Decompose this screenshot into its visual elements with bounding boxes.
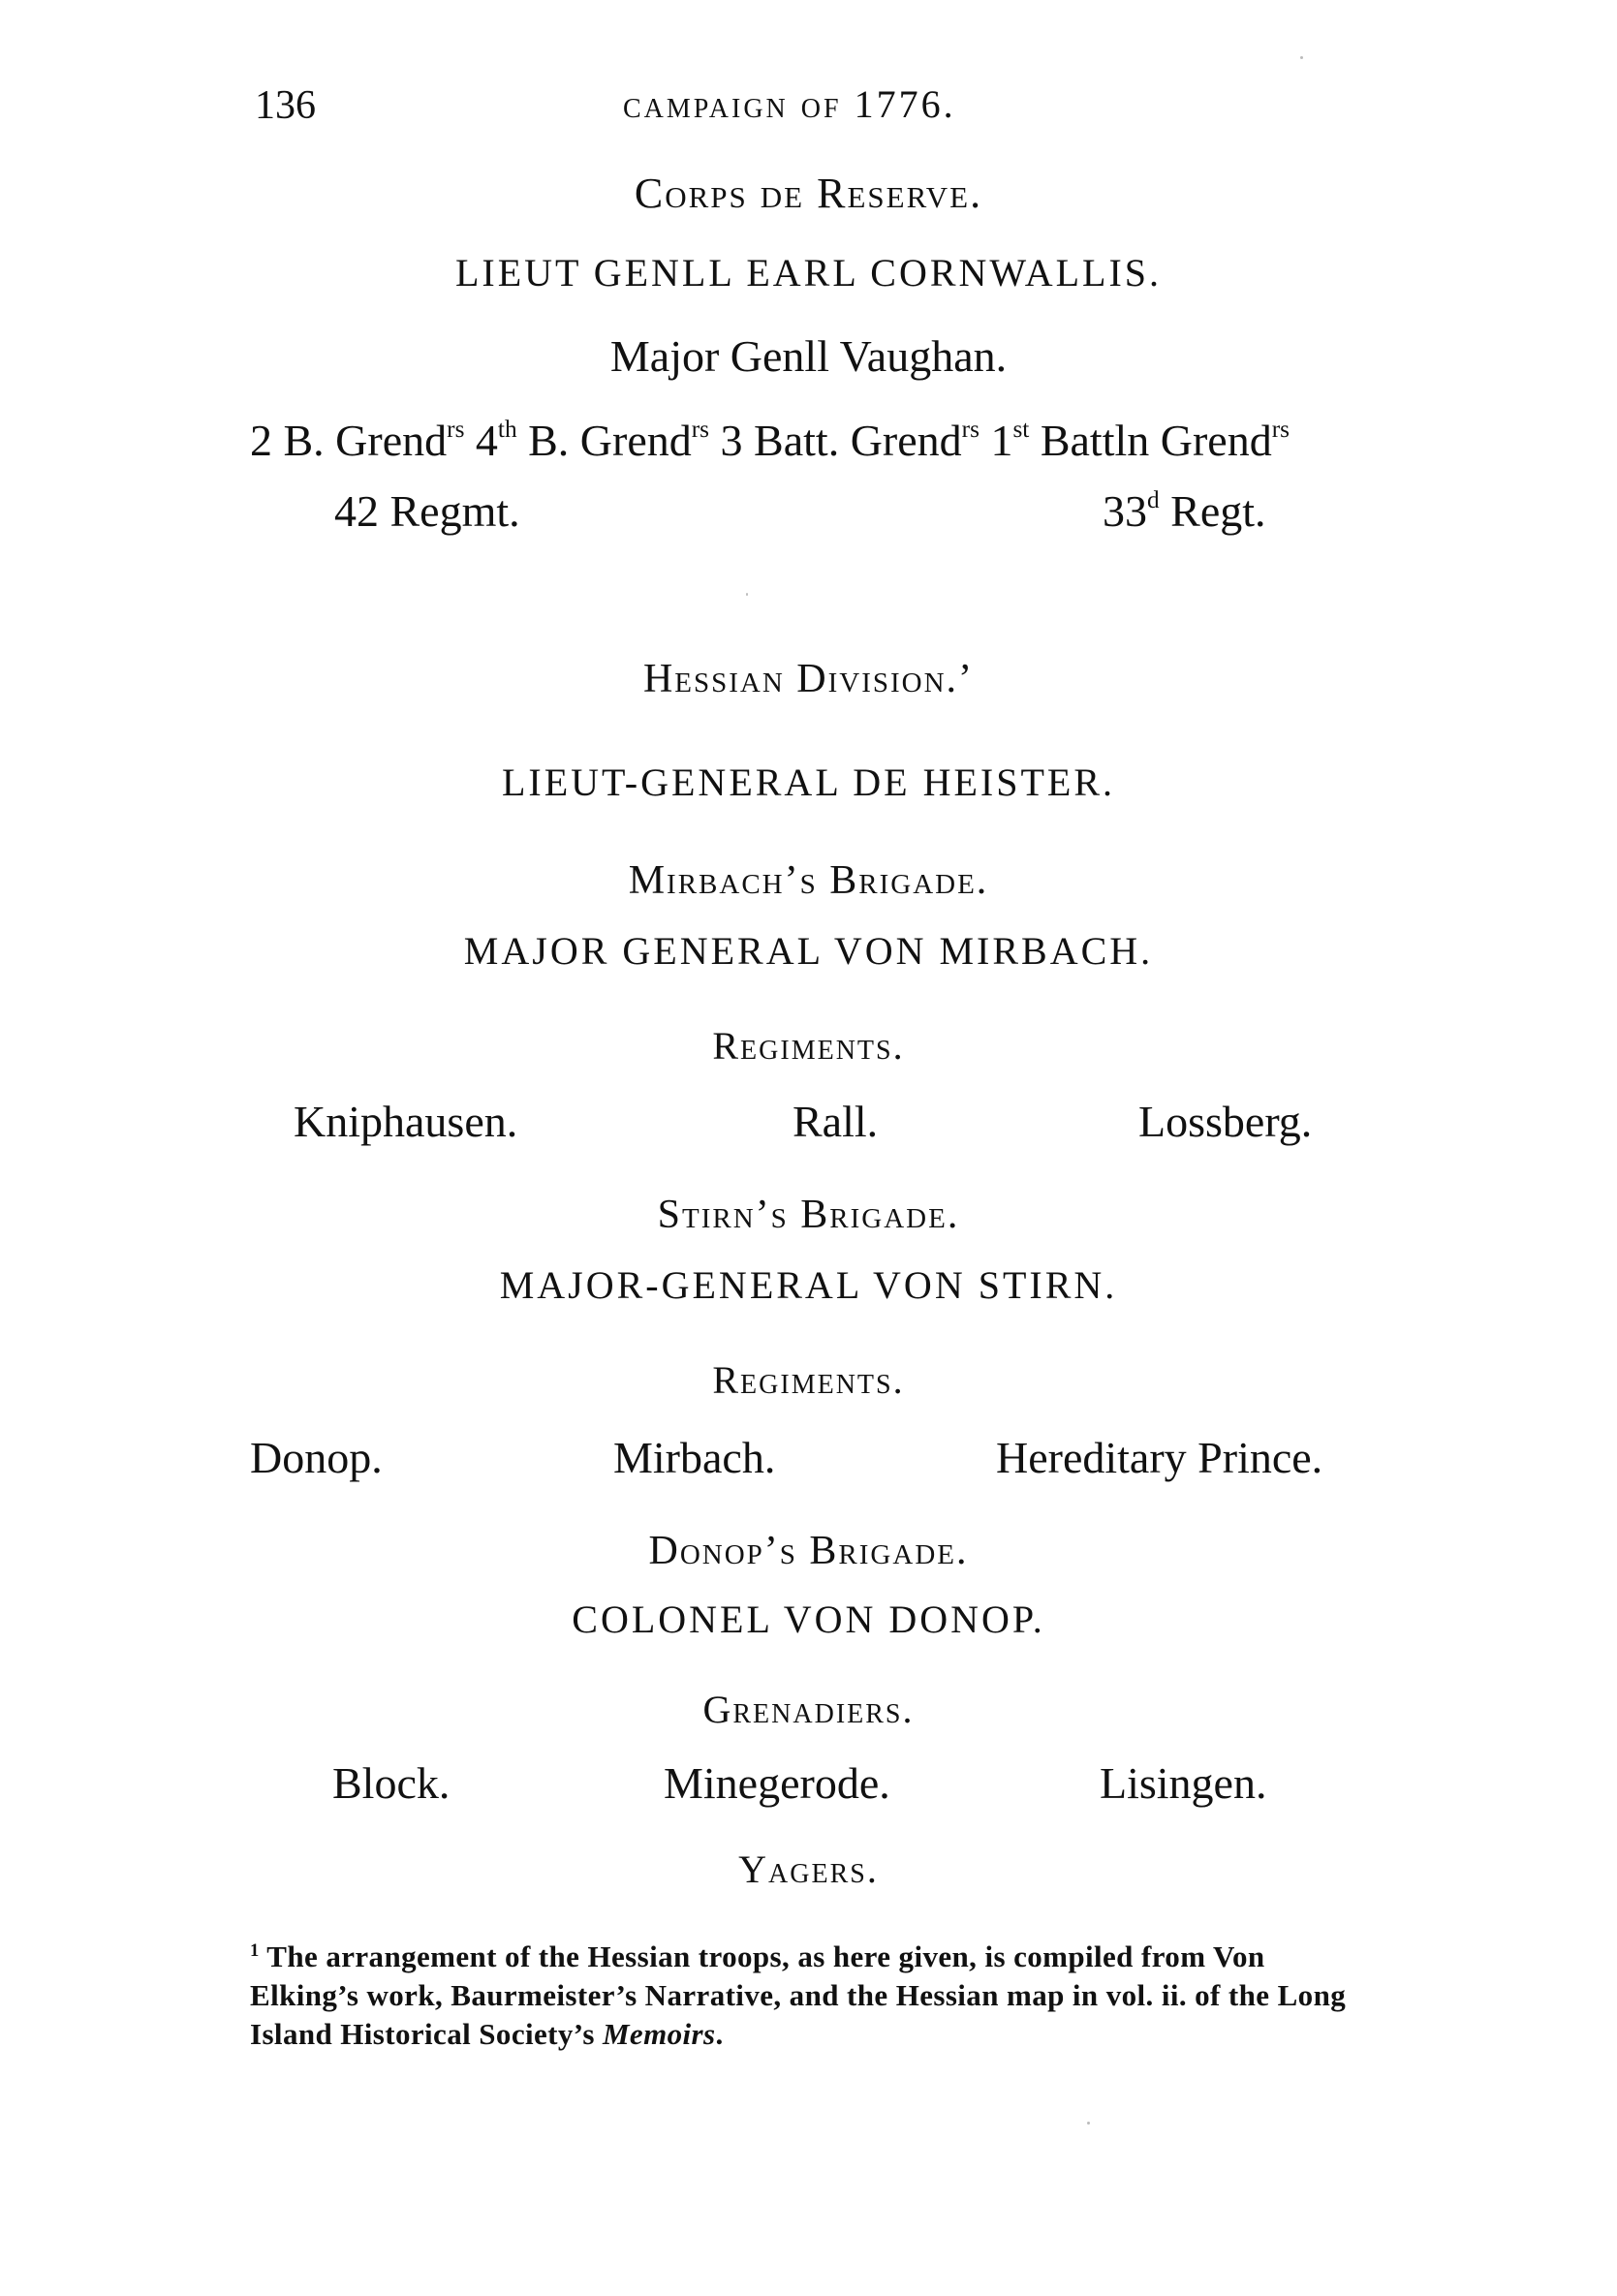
grenadier-block: Block. <box>332 1758 451 1808</box>
footnote-marker: 1 <box>250 1939 260 1961</box>
print-speck <box>1087 2122 1090 2125</box>
unit-3-batt-grenadiers: 3 Batt. Grend$^{rs}$ <box>720 416 980 465</box>
donop-brigade-title: Donop’s Brigade. <box>648 1529 969 1573</box>
reserve-subcommander: Major Genll Vaughan. <box>609 331 1008 381</box>
unit-4th-b-grenadiers: 4th B. Grend$^{rs}$ <box>475 416 710 465</box>
reserve-units-line <box>250 416 1290 465</box>
donop-commander: COLONEL VON DONOP. <box>572 1598 1045 1641</box>
running-title: campaign of 1776. <box>623 82 956 126</box>
stirn-brigade-title: Stirn’s Brigade. <box>657 1193 960 1237</box>
regiment-mirbach: Mirbach. <box>613 1433 776 1482</box>
mirbach-brigade-title: Mirbach’s Brigade. <box>628 858 989 903</box>
footnote-end: . <box>715 2017 724 2051</box>
footnote-text: The arrangement of the Hessian troops, as here given, is compiled from Von Elking’s work, Baurmeister’s Narrative, and the Hessian map in vol. ii. of the Long Island Historical Society’s <box>250 1939 1347 2051</box>
reserve-commander: LIEUT GENLL EARL CORNWALLIS. <box>454 251 1163 295</box>
page-number: 136 <box>255 83 316 128</box>
grenadiers-label: Grenadiers. <box>702 1688 915 1731</box>
unit-1st-battln-grenadiers: 1st Battln Grend$^{rs}$ <box>990 416 1290 465</box>
hessian-commander: LIEUT-GENERAL DE HEISTER. <box>501 760 1116 804</box>
yagers-label: Yagers. <box>738 1847 879 1891</box>
print-speck <box>746 593 748 596</box>
hessian-title: Hessian Division.’ <box>642 657 975 701</box>
stirn-commander: MAJOR-GENERAL VON STIRN. <box>499 1263 1118 1307</box>
regiment-rall: Rall. <box>793 1097 879 1146</box>
unit-2b-grenadiers: 2 B. Grend$^{rs}$ <box>250 416 465 465</box>
stirn-regiments-label: Regiments. <box>712 1358 905 1402</box>
mirbach-regiments-label: Regiments. <box>712 1024 905 1068</box>
regiment-kniphausen: Kniphausen. <box>294 1097 518 1146</box>
mirbach-commander: MAJOR GENERAL VON MIRBACH. <box>463 929 1154 973</box>
regiment-hereditary-prince: Hereditary Prince. <box>996 1433 1323 1482</box>
print-speck <box>1300 56 1303 59</box>
grenadier-minegerode: Minegerode. <box>664 1758 890 1808</box>
regiment-lossberg: Lossberg. <box>1138 1097 1313 1146</box>
grenadier-lisingen: Lisingen. <box>1100 1758 1267 1808</box>
footnote <box>250 1938 1374 2054</box>
unit-42-regiment: 42 Regmt. <box>334 486 520 536</box>
reserve-title: Corps de Reserve. <box>634 170 983 217</box>
footnote-italic-title: Memoirs <box>602 2017 716 2051</box>
regiment-donop: Donop. <box>250 1433 383 1482</box>
unit-33d-regiment: 33$^d$ Regt. <box>1103 486 1266 536</box>
